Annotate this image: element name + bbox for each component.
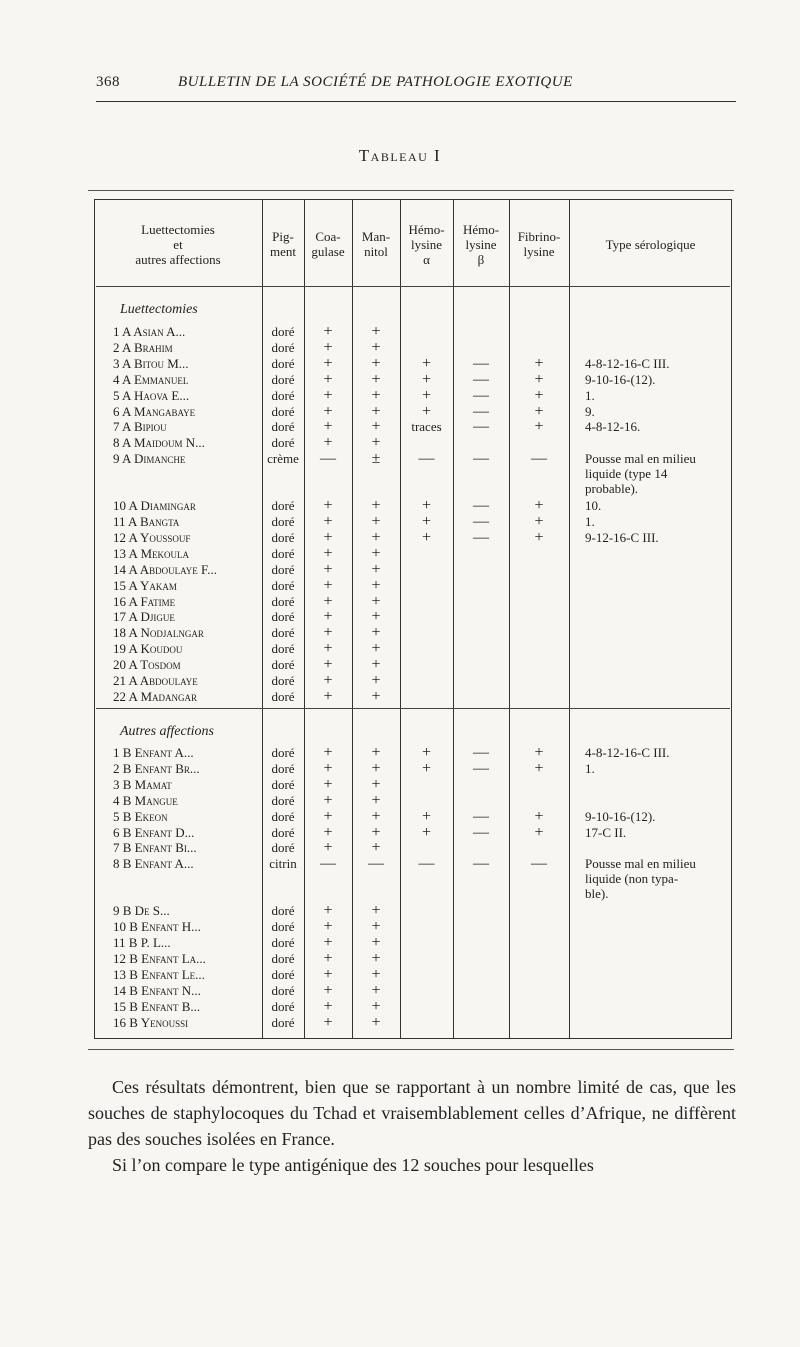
cell-pig: doré xyxy=(271,840,295,856)
cell-id: 9 B De S... xyxy=(113,903,170,919)
cell-coa: — xyxy=(320,855,336,873)
cell-man: + xyxy=(371,513,381,530)
cell-man: + xyxy=(371,902,381,920)
cell-pig: doré xyxy=(271,657,295,673)
cell-pig: doré xyxy=(271,593,295,609)
table-row xyxy=(0,324,800,339)
cell-man: + xyxy=(371,949,381,967)
cell-sero: 1. xyxy=(585,760,595,776)
cell-coa: + xyxy=(323,544,333,562)
cell-id: 22 A Madangar xyxy=(113,688,198,704)
cell-man: + xyxy=(371,839,381,857)
running-head xyxy=(96,74,736,96)
table-row xyxy=(0,919,800,934)
cell-man: + xyxy=(371,775,381,793)
cell-hb: — xyxy=(473,450,489,468)
cell-ha: + xyxy=(421,370,432,388)
cell-pig: doré xyxy=(271,792,295,808)
cell-id: 4 B Mangue xyxy=(113,792,178,808)
cell-pig: doré xyxy=(271,339,295,355)
cell-id: 4 A Emmanuel xyxy=(113,371,189,387)
cell-hb: — xyxy=(473,528,489,546)
cell-id: 10 B Enfant H... xyxy=(113,919,201,935)
cell-coa: + xyxy=(323,528,333,546)
table-row xyxy=(0,450,800,497)
cell-man: ± xyxy=(371,450,381,468)
cell-pig: doré xyxy=(271,760,295,776)
page-number: 368 xyxy=(96,74,120,90)
cell-pig: doré xyxy=(271,950,295,966)
cell-pig: doré xyxy=(271,824,295,840)
cell-sero: 17-C II. xyxy=(585,824,627,840)
header-hemolysine-beta: Hémo- lysine β xyxy=(462,221,500,267)
cell-fib: + xyxy=(534,497,544,515)
cell-pig: doré xyxy=(271,419,295,435)
cell-man: + xyxy=(371,323,381,340)
table-row xyxy=(0,514,800,529)
cell-coa: + xyxy=(323,807,333,825)
cell-man: + xyxy=(371,823,381,841)
cell-coa: + xyxy=(323,560,333,578)
cell-pig: doré xyxy=(271,514,295,529)
cell-pig: doré xyxy=(271,688,295,704)
cell-ha: + xyxy=(421,528,432,546)
cell-coa: + xyxy=(323,640,333,658)
header-pigment: Pig- ment xyxy=(270,229,296,259)
cell-hb: — xyxy=(473,513,489,530)
body-text xyxy=(88,1074,736,1178)
cell-id: 1 A Asian A... xyxy=(113,324,186,339)
table-row xyxy=(0,609,800,624)
cell-man: + xyxy=(371,592,381,610)
table-row xyxy=(0,761,800,776)
cell-sero: 10. xyxy=(585,498,602,514)
cell-man: + xyxy=(371,997,381,1015)
cell-coa: + xyxy=(323,744,333,761)
cell-pig: doré xyxy=(271,745,295,760)
cell-sero: 9. xyxy=(585,403,595,419)
cell-sero: Pousse mal en milieu liquide (type 14 probable). xyxy=(585,451,696,497)
cell-man: + xyxy=(371,338,381,356)
table-row xyxy=(0,435,800,450)
cell-coa: + xyxy=(323,624,333,642)
cell-id: 3 B Mamat xyxy=(113,776,172,792)
cell-coa: + xyxy=(323,323,333,340)
cell-man: + xyxy=(371,386,381,404)
cell-pig: doré xyxy=(271,498,295,514)
cell-pig: citrin xyxy=(269,856,297,872)
table-row xyxy=(0,825,800,840)
cell-ha: + xyxy=(421,386,432,404)
cell-pig: doré xyxy=(271,903,295,919)
cell-coa: + xyxy=(323,370,333,388)
cell-id: 13 B Enfant Le... xyxy=(113,966,205,982)
section-title-luettectomies: Luettectomies xyxy=(120,302,198,317)
cell-pig: doré xyxy=(271,529,295,545)
table-row xyxy=(0,388,800,403)
cell-id: 16 A Fatime xyxy=(113,593,176,609)
cell-man: + xyxy=(371,965,381,983)
cell-man: + xyxy=(371,981,381,999)
cell-man: + xyxy=(371,918,381,936)
table-row xyxy=(0,594,800,609)
cell-man: + xyxy=(371,402,381,420)
cell-hb: — xyxy=(473,354,489,372)
cell-hb: — xyxy=(473,823,489,841)
cell-man: + xyxy=(371,544,381,562)
cell-man: + xyxy=(371,934,381,951)
cell-fib: — xyxy=(531,855,547,873)
cell-id: 16 B Yenoussi xyxy=(113,1014,189,1030)
header-rule-bottom xyxy=(96,286,730,287)
cell-id: 2 B Enfant Br... xyxy=(113,760,200,776)
cell-coa: + xyxy=(323,386,333,404)
table-row xyxy=(0,809,800,824)
cell-ha: + xyxy=(421,402,432,420)
cell-coa: + xyxy=(323,965,333,983)
cell-coa: + xyxy=(323,997,333,1015)
cell-coa: + xyxy=(323,949,333,967)
cell-ha: + xyxy=(421,823,432,841)
header-type-serologique: Type sérologique xyxy=(605,236,696,252)
table-row xyxy=(0,967,800,982)
cell-man: + xyxy=(371,640,381,658)
cell-coa: + xyxy=(323,934,333,951)
cell-id: 13 A Mekoula xyxy=(113,545,190,561)
table-row xyxy=(0,793,800,808)
table-row xyxy=(0,903,800,918)
cell-id: 1 B Enfant A... xyxy=(113,745,194,760)
paragraph-1: Ces résultats démontrent, bien que se rapportant à un nombre limité de cas, que les souches de staphylocoques du Tchad et vraisemblablement celles d’Afrique, ne diffèrent pas des souches isolées en France. xyxy=(88,1077,736,1149)
cell-man: + xyxy=(371,624,381,642)
cell-id: 12 B Enfant La... xyxy=(113,950,206,966)
header-affections: Luettectomies et autres affections xyxy=(135,221,221,267)
cell-coa: + xyxy=(323,823,333,841)
cell-pig: doré xyxy=(271,641,295,657)
table-row xyxy=(0,1015,800,1030)
cell-coa: + xyxy=(323,497,333,515)
table-row xyxy=(0,689,800,704)
section-divider xyxy=(96,708,730,709)
cell-hb: — xyxy=(473,497,489,515)
cell-pig: doré xyxy=(271,673,295,688)
cell-coa: + xyxy=(323,759,333,777)
cell-man: + xyxy=(371,1013,381,1031)
table-row xyxy=(0,546,800,561)
cell-id: 20 A Tosdom xyxy=(113,657,181,673)
cell-man: + xyxy=(371,560,381,578)
table-row xyxy=(0,578,800,593)
cell-man: + xyxy=(371,608,381,626)
header-rule xyxy=(96,101,736,102)
table-row xyxy=(0,372,800,387)
table-row xyxy=(0,404,800,419)
cell-man: — xyxy=(368,855,384,873)
cell-man: + xyxy=(371,744,381,761)
cell-id: 7 A Bipiou xyxy=(113,419,167,435)
table-title: Tableau I xyxy=(358,146,442,165)
cell-fib: + xyxy=(534,513,544,530)
cell-hb: — xyxy=(473,855,489,873)
cell-fib: + xyxy=(534,402,544,420)
table-row xyxy=(0,935,800,950)
cell-sero: 9-10-16-(12). xyxy=(585,808,656,824)
cell-man: + xyxy=(371,791,381,809)
cell-id: 2 A Brahim xyxy=(113,339,173,355)
cell-coa: — xyxy=(320,450,336,468)
cell-pig: doré xyxy=(271,935,295,950)
journal-title: BULLETIN DE LA SOCIÉTÉ DE PATHOLOGIE EXOTIQUE xyxy=(178,74,573,90)
cell-pig: doré xyxy=(271,609,295,625)
table-row xyxy=(0,999,800,1014)
cell-pig: crème xyxy=(267,451,299,467)
cell-coa: + xyxy=(323,902,333,920)
cell-id: 3 A Bitou M... xyxy=(113,355,189,371)
cell-pig: doré xyxy=(271,435,295,451)
table-row xyxy=(0,641,800,656)
cell-id: 10 A Diamingar xyxy=(113,498,196,514)
cell-id: 18 A Nodjalngar xyxy=(113,625,204,641)
table-row xyxy=(0,530,800,545)
cell-id: 11 B P. L... xyxy=(113,935,171,950)
cell-fib: — xyxy=(531,450,547,468)
cell-coa: + xyxy=(323,434,333,452)
cell-man: + xyxy=(371,687,381,705)
cell-ha: + xyxy=(421,497,432,515)
cell-id: 12 A Youssouf xyxy=(113,529,191,545)
cell-fib: + xyxy=(534,528,544,546)
cell-pig: doré xyxy=(271,577,295,593)
cell-id: 8 B Enfant A... xyxy=(113,856,194,872)
table-row xyxy=(0,673,800,688)
cell-ha: + xyxy=(421,744,432,761)
table-row xyxy=(0,840,800,855)
header-mannitol: Man- nitol xyxy=(361,229,391,259)
cell-id: 5 B Ekeon xyxy=(113,808,168,824)
cell-pig: doré xyxy=(271,776,295,792)
header-fibrinolysine: Fibrino- lysine xyxy=(517,229,561,259)
cell-sero: 1. xyxy=(585,387,595,403)
table-row xyxy=(0,777,800,792)
cell-man: + xyxy=(371,528,381,546)
cell-ha: — xyxy=(418,855,435,873)
cell-id: 17 A Djigue xyxy=(113,609,175,625)
cell-ha: + xyxy=(421,354,432,372)
paragraph-2: Si l’on compare le type antigénique des 12 souches pour lesquelles xyxy=(112,1155,594,1175)
cell-coa: + xyxy=(323,608,333,626)
cell-man: + xyxy=(371,672,381,689)
cell-fib: + xyxy=(534,354,544,372)
cell-coa: + xyxy=(323,513,333,530)
cell-pig: doré xyxy=(271,387,295,403)
cell-pig: doré xyxy=(271,982,295,998)
table-row xyxy=(0,498,800,513)
table-row xyxy=(0,356,800,371)
cell-coa: + xyxy=(323,338,333,356)
cell-pig: doré xyxy=(271,1014,295,1030)
cell-ha: — xyxy=(418,450,435,468)
cell-sero: 4-8-12-16. xyxy=(585,419,641,435)
cell-fib: + xyxy=(534,744,544,761)
cell-id: 5 A Haova E... xyxy=(113,387,190,403)
cell-man: + xyxy=(371,807,381,825)
cell-id: 8 A Maidoum N... xyxy=(113,435,205,451)
cell-fib: + xyxy=(534,370,544,388)
table-row xyxy=(0,657,800,672)
cell-hb: — xyxy=(473,759,489,777)
cell-pig: doré xyxy=(271,808,295,824)
cell-coa: + xyxy=(323,592,333,610)
cell-ha: traces xyxy=(411,419,442,435)
cell-ha: + xyxy=(421,807,432,825)
cell-pig: doré xyxy=(271,355,295,371)
cell-fib: + xyxy=(534,418,544,436)
cell-hb: — xyxy=(473,418,489,436)
cell-coa: + xyxy=(323,839,333,857)
cell-pig: doré xyxy=(271,545,295,561)
cell-man: + xyxy=(371,370,381,388)
cell-id: 6 A Mangabaye xyxy=(113,403,196,419)
cell-man: + xyxy=(371,497,381,515)
cell-pig: doré xyxy=(271,324,295,339)
cell-coa: + xyxy=(323,791,333,809)
cell-pig: doré xyxy=(271,998,295,1014)
cell-pig: doré xyxy=(271,403,295,419)
cell-man: + xyxy=(371,418,381,436)
table-row xyxy=(0,340,800,355)
cell-ha: + xyxy=(421,513,432,530)
cell-sero: 4-8-12-16-C III. xyxy=(585,745,670,760)
header-hemolysine-alpha: Hémo- lysine α xyxy=(408,221,445,267)
cell-pig: doré xyxy=(271,919,295,935)
cell-pig: doré xyxy=(271,625,295,641)
cell-sero: 1. xyxy=(585,514,595,529)
cell-man: + xyxy=(371,354,381,372)
cell-man: + xyxy=(371,434,381,452)
cell-coa: + xyxy=(323,402,333,420)
cell-coa: + xyxy=(323,656,333,674)
cell-coa: + xyxy=(323,576,333,594)
cell-fib: + xyxy=(534,386,544,404)
cell-pig: doré xyxy=(271,371,295,387)
table-row xyxy=(0,419,800,434)
table-row xyxy=(0,562,800,577)
table-row xyxy=(0,625,800,640)
cell-hb: — xyxy=(473,807,489,825)
cell-id: 15 A Yakam xyxy=(113,577,177,593)
cell-coa: + xyxy=(323,775,333,793)
table-row xyxy=(0,745,800,760)
cell-hb: — xyxy=(473,370,489,388)
cell-sero: 9-10-16-(12). xyxy=(585,371,656,387)
cell-fib: + xyxy=(534,807,544,825)
cell-id: 19 A Koudou xyxy=(113,641,183,657)
cell-sero: Pousse mal en milieu liquide (non typa- ble). xyxy=(585,856,696,902)
section-title-autres-affections: Autres affections xyxy=(120,724,214,739)
cell-sero: 4-8-12-16-C III. xyxy=(585,355,670,371)
cell-pig: doré xyxy=(271,561,295,577)
cell-id: 9 A Dimanche xyxy=(113,451,186,467)
cell-id: 6 B Enfant D... xyxy=(113,824,195,840)
table-row xyxy=(0,951,800,966)
cell-hb: — xyxy=(473,744,489,761)
cell-hb: — xyxy=(473,402,489,420)
cell-ha: + xyxy=(421,759,432,777)
cell-pig: doré xyxy=(271,966,295,982)
cell-id: 14 B Enfant N... xyxy=(113,982,201,998)
cell-sero: 9-12-16-C III. xyxy=(585,529,659,545)
cell-coa: + xyxy=(323,981,333,999)
cell-coa: + xyxy=(323,918,333,936)
cell-id: 14 A Abdoulaye F... xyxy=(113,561,217,577)
cell-coa: + xyxy=(323,1013,333,1031)
cell-coa: + xyxy=(323,687,333,705)
cell-coa: + xyxy=(323,672,333,689)
cell-id: 15 B Enfant B... xyxy=(113,998,201,1014)
cell-coa: + xyxy=(323,418,333,436)
cell-fib: + xyxy=(534,823,544,841)
cell-fib: + xyxy=(534,759,544,777)
cell-man: + xyxy=(371,656,381,674)
cell-man: + xyxy=(371,759,381,777)
cell-coa: + xyxy=(323,354,333,372)
cell-hb: — xyxy=(473,386,489,404)
cell-id: 21 A Abdoulaye xyxy=(113,673,198,688)
cell-id: 7 B Enfant Bi... xyxy=(113,840,197,856)
header-coagulase: Coa- gulase xyxy=(311,229,345,259)
cell-man: + xyxy=(371,576,381,594)
table-row xyxy=(0,855,800,902)
cell-id: 11 A Bangta xyxy=(113,514,180,529)
table-row xyxy=(0,983,800,998)
